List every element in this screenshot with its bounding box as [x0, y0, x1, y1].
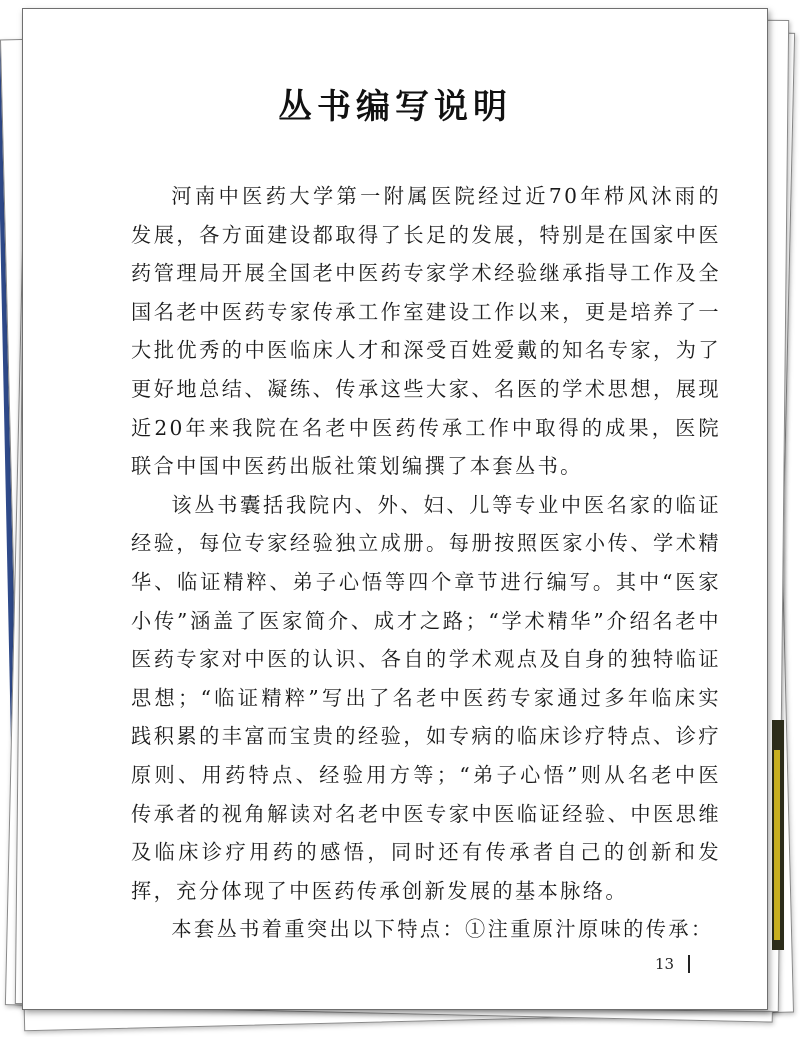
paragraph-3: 本套丛书着重突出以下特点：①注重原汁原味的传承：: [171, 917, 714, 942]
page-number-rule: [688, 955, 690, 973]
paragraph-1: 河南中医药大学第一附属医院经过近70年栉风沐雨的发展，各方面建设都取得了长足的发展，特别是在国家中医药管理局开展全国老中医药专家学术经验继承指导工作及全国名老中医药专家传承工作室建设工作以来，更是培养了一大批优秀的中医临床人才和深受百姓爱戴的知名专家，为了更好地总结、凝练、传承这些大家、名医的学术思想，展现近20年来我院在名老中医药传承工作中取得的成果，医院联合中国中医药出版社策划编撰了本套丛书。: [131, 184, 721, 479]
paragraph-2: 该丛书囊括我院内、外、妇、儿等专业中医名家的临证经验，每位专家经验独立成册。每册按照医家小传、学术精华、临证精粹、弟子心悟等四个章节进行编写。其中“医家小传”涵盖了医家简介、成才之路；“学术精华”介绍名老中医药专家对中医的认识、各自的学术观点及自身的独特临证思想；“临证精粹”写出了名老中医药专家通过多年临床实践积累的丰富而宝贵的经验，如专病的临床诊疗特点、诊疗原则、用药特点、经验用方等；“弟子心悟”则从名老中医传承者的视角解读对名老中医专家中医临证经验、中医思维及临床诊疗用药的感悟，同时还有传承者自己的创新和发挥，充分体现了中医药传承创新发展的基本脉络。: [131, 492, 721, 903]
body-text: [131, 177, 721, 949]
document-page: [22, 8, 768, 1010]
page-footer: [655, 955, 690, 973]
page-number: 13: [655, 955, 675, 973]
page-title: 丛书编写说明: [278, 87, 512, 127]
book-stack-yellow-edge: [774, 750, 780, 940]
